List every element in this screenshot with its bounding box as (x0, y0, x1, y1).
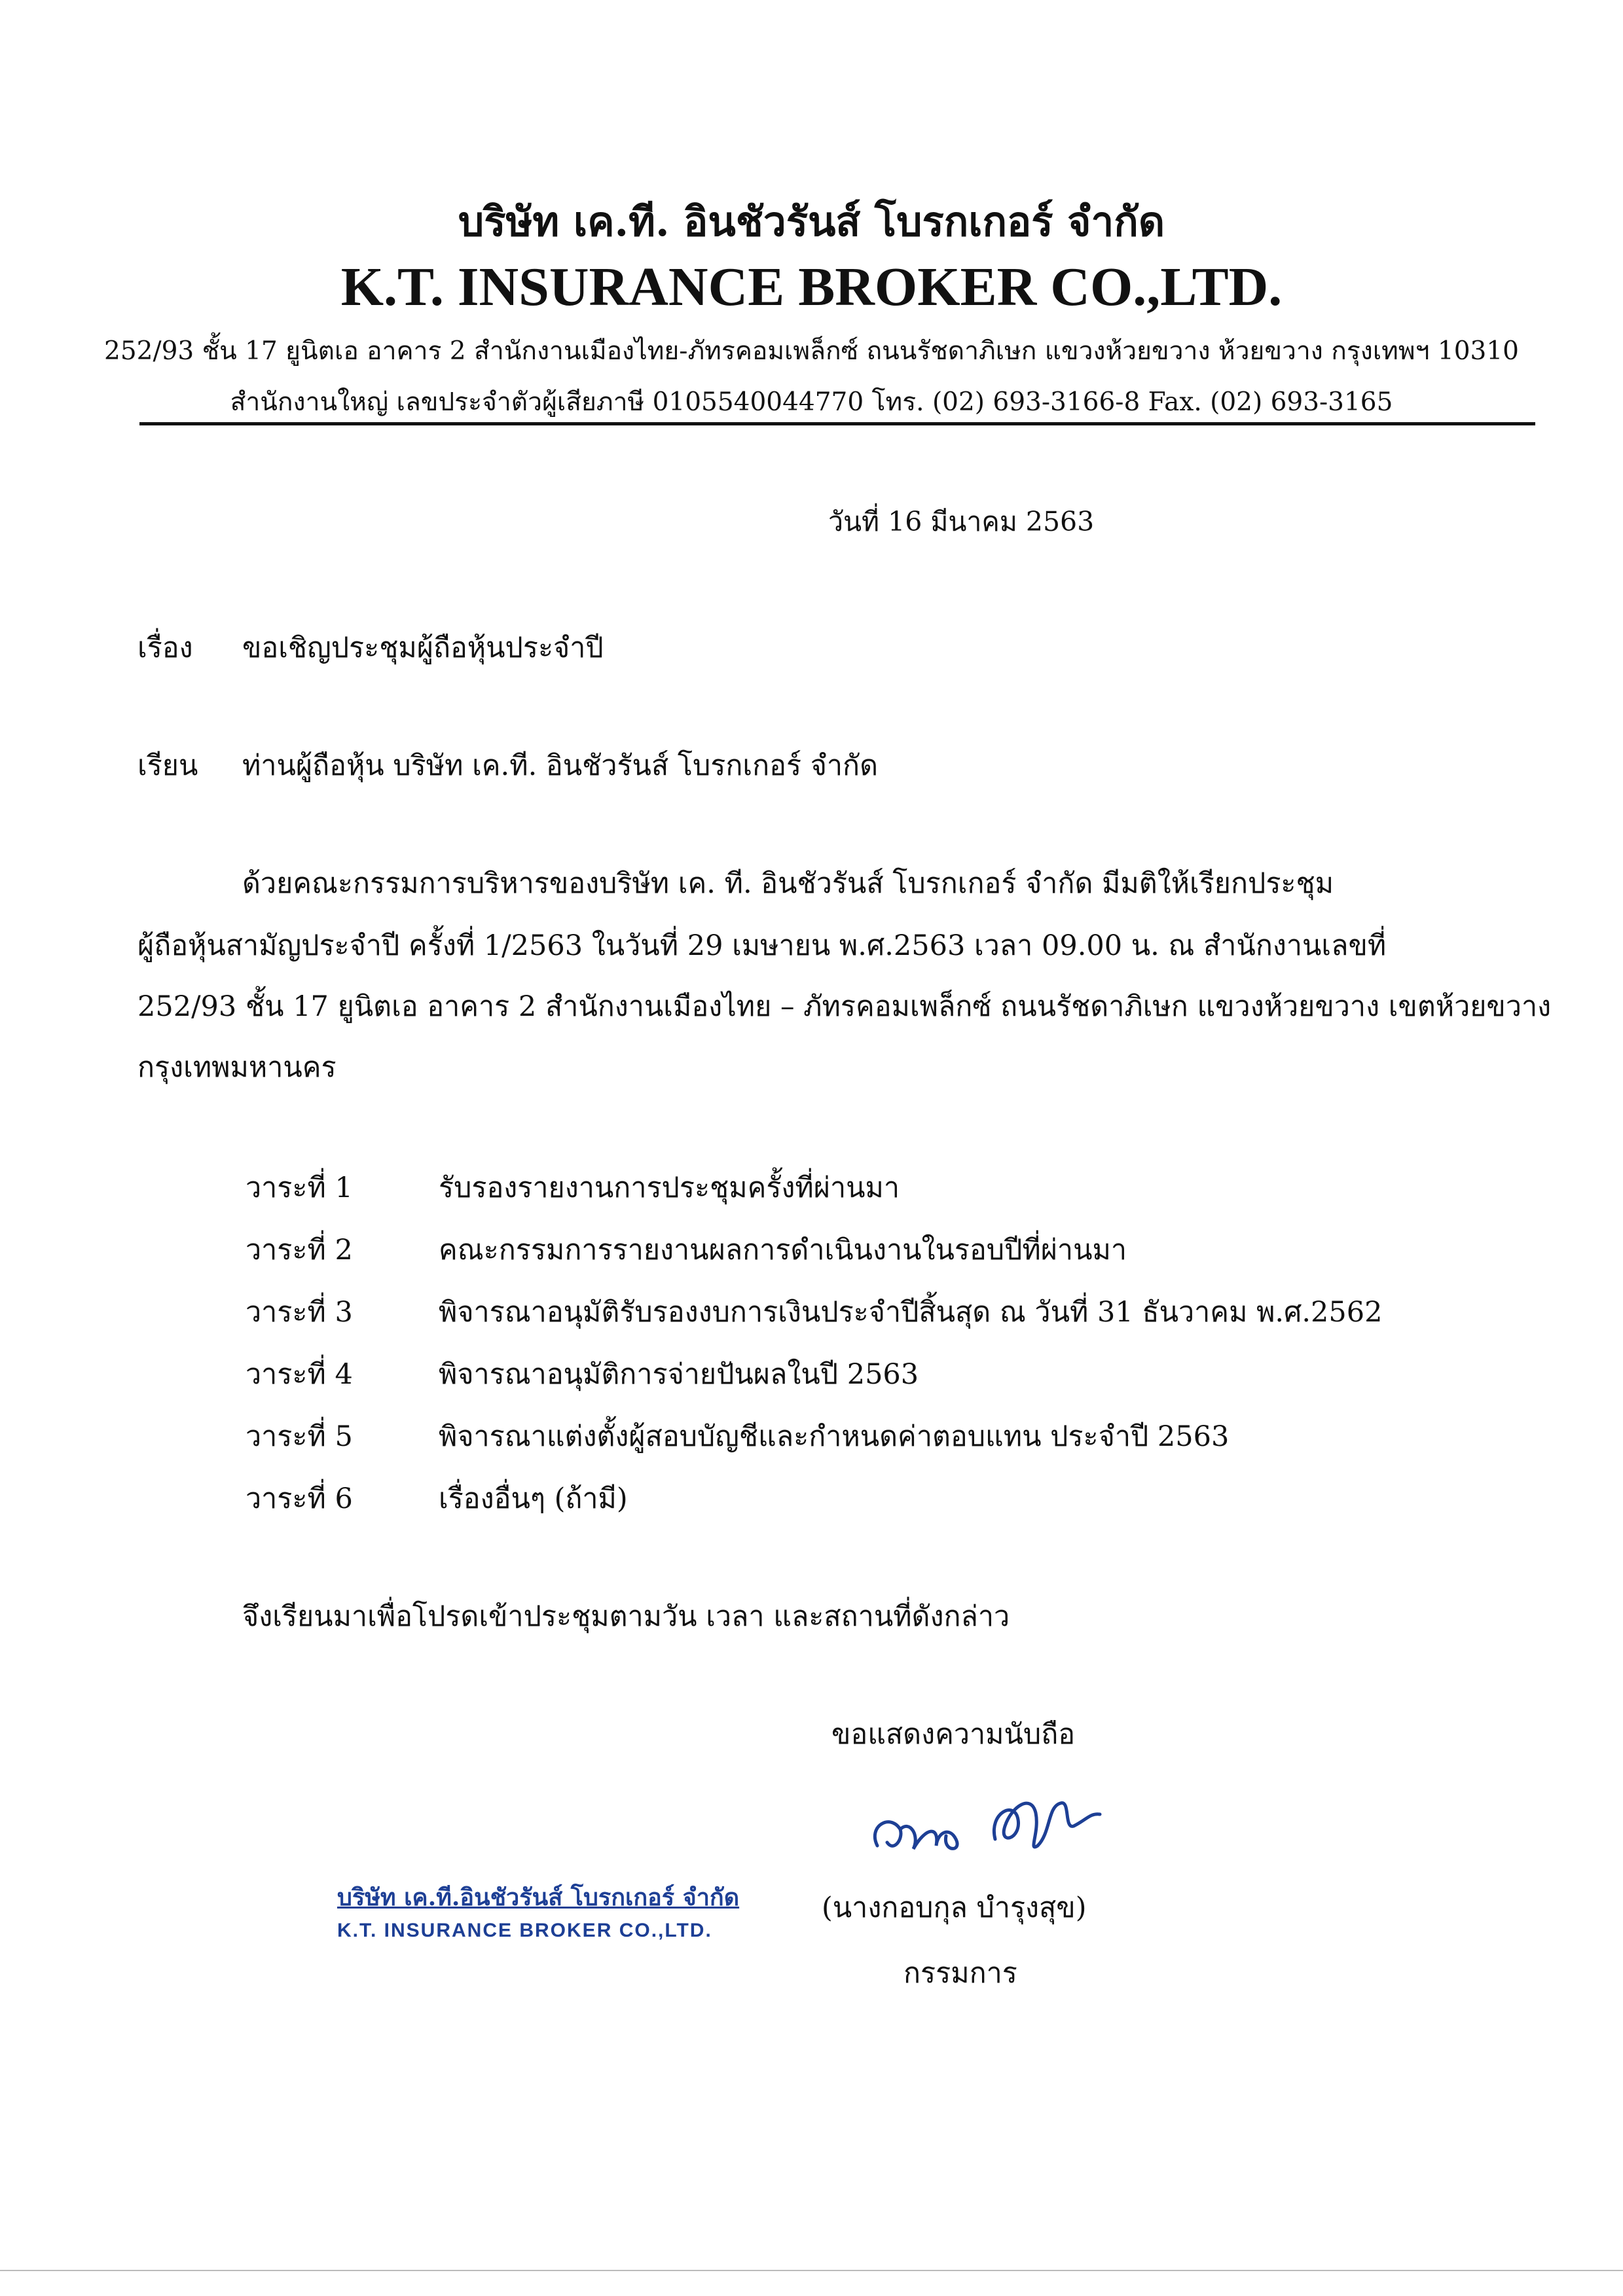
agenda-number: วาระที่ 2 (246, 1234, 353, 1266)
letterhead-divider (139, 422, 1535, 425)
body-line-3: 252/93 ชั้น 17 ยูนิตเอ อาคาร 2 สำนักงานเมืองไทย – ภัทรคอมเพล็กซ์ ถนนรัชดาภิเษก แขวงห้วยขวาง เขตห้วยขวาง (137, 990, 1552, 1023)
agenda-number: วาระที่ 3 (246, 1296, 353, 1329)
recipient-value: ท่านผู้ถือหุ้น บริษัท เค.ที. อินชัวรันส์ โบรกเกอร์ จำกัด (242, 749, 879, 782)
handwritten-signature (864, 1767, 1139, 1878)
tax-and-contact-line: สำนักงานใหญ่ เลขประจำตัวผู้เสียภาษี 0105540044770 โทร. (02) 693-3166-8 Fax. (02) 693-3165 (230, 387, 1393, 417)
letter-date: วันที่ 16 มีนาคม 2563 (828, 506, 1095, 537)
stamp-company-thai: บริษัท เค.ที.อินชัวรันส์ โบรกเกอร์ จำกัด (337, 1884, 740, 1911)
recipient-label: เรียน (137, 749, 198, 782)
company-name-thai: บริษัท เค.ที. อินชัวรันส์ โบรกเกอร์ จำกัด (458, 198, 1165, 245)
agenda-item: เรื่องอื่นๆ (ถ้ามี) (439, 1482, 628, 1515)
regards-line: ขอแสดงความนับถือ (831, 1718, 1076, 1751)
agenda-item: พิจารณาแต่งตั้งผู้สอบบัญชีและกำหนดค่าตอบแทน ประจำปี 2563 (439, 1420, 1230, 1453)
closing-sentence: จึงเรียนมาเพื่อโปรดเข้าประชุมตามวัน เวลา และสถานที่ดังกล่าว (242, 1600, 1010, 1633)
agenda-item: คณะกรรมการรายงานผลการดำเนินงานในรอบปีที่ผ่านมา (439, 1234, 1127, 1266)
signer-name: (นางกอบกุล บำรุงสุข) (822, 1892, 1087, 1924)
company-stamp (337, 1878, 740, 1942)
agenda-item: พิจารณาอนุมัติการจ่ายปันผลในปี 2563 (439, 1358, 919, 1391)
agenda-number: วาระที่ 6 (246, 1482, 353, 1515)
body-line-1: ด้วยคณะกรรมการบริหารของบริษัท เค. ที. อินชัวรันส์ โบรกเกอร์ จำกัด มีมติให้เรียกประชุม (242, 867, 1334, 900)
agenda-item: พิจารณาอนุมัติรับรองงบการเงินประจำปีสิ้นสุด ณ วันที่ 31 ธันวาคม พ.ศ.2562 (439, 1296, 1383, 1329)
agenda-number: วาระที่ 1 (246, 1172, 353, 1204)
agenda-number: วาระที่ 5 (246, 1420, 353, 1453)
agenda-item: รับรองรายงานการประชุมครั้งที่ผ่านมา (439, 1172, 900, 1204)
agenda-number: วาระที่ 4 (246, 1358, 353, 1391)
subject-value: ขอเชิญประชุมผู้ถือหุ้นประจำปี (242, 632, 604, 664)
company-address: 252/93 ชั้น 17 ยูนิตเอ อาคาร 2 สำนักงานเมืองไทย-ภัทรคอมเพล็กซ์ ถนนรัชดาภิเษก แขวงห้วยขวาง ห้วยขวาง กรุงเทพฯ 10310 (104, 336, 1519, 366)
subject-label: เรื่อง (137, 632, 193, 664)
body-line-2: ผู้ถือหุ้นสามัญประจำปี ครั้งที่ 1/2563 ในวันที่ 29 เมษายน พ.ศ.2563 เวลา 09.00 น. ณ สำนักงานเลขที่ (137, 929, 1387, 962)
signer-title: กรรมการ (903, 1957, 1017, 1990)
body-line-4: กรุงเทพมหานคร (137, 1051, 337, 1084)
stamp-company-english: K.T. INSURANCE BROKER CO.,LTD. (337, 1920, 712, 1941)
page-bottom-edge (0, 2270, 1623, 2271)
company-name-english: K.T. INSURANCE BROKER CO.,LTD. (340, 257, 1283, 317)
